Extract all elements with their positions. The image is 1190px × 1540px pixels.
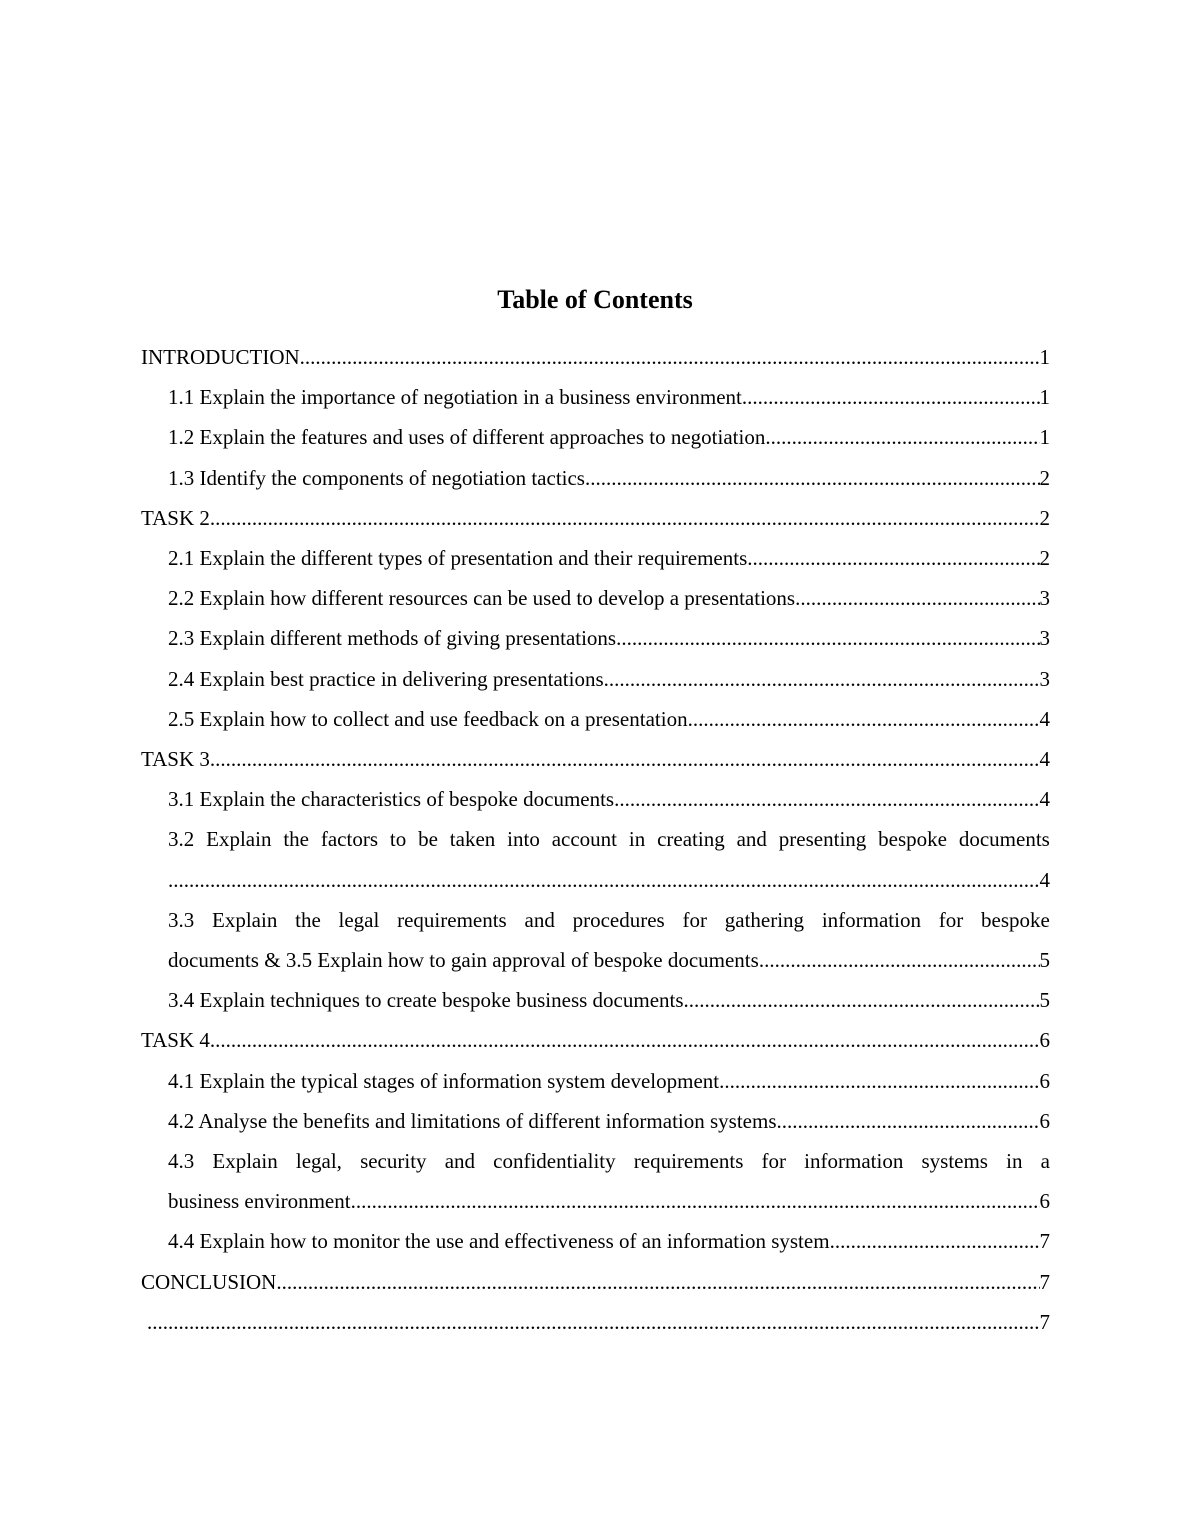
toc-entry-1-3[interactable] — [141, 458, 1050, 498]
toc-entry-text: 3.4 Explain techniques to create bespoke business documents — [168, 988, 684, 1013]
toc-entry-text: 4.2 Analyse the benefits and limitations of different information systems — [168, 1108, 777, 1133]
dot-leader — [210, 1020, 1040, 1060]
toc-entry-text-line2: business environment — [168, 1189, 351, 1214]
toc-word: for — [761, 1149, 787, 1174]
dot-leader — [147, 1302, 1040, 1342]
toc-entry-text: 3.1 Explain the characteristics of bespoke documents — [168, 787, 615, 812]
toc-entry-4-3[interactable] — [141, 1141, 1050, 1221]
dot-leader — [168, 860, 1040, 900]
toc-entry-introduction[interactable] — [141, 337, 1050, 377]
dot-leader — [616, 618, 1039, 658]
toc-entry-page: 6 — [1039, 1189, 1050, 1214]
dot-leader — [604, 659, 1040, 699]
toc-entry-text: 4.1 Explain the typical stages of information system development — [168, 1068, 720, 1093]
toc-entry-4-4[interactable] — [141, 1221, 1050, 1261]
toc-word: information — [804, 1149, 904, 1174]
toc-entry-page: 2 — [1039, 505, 1050, 530]
toc-entry-3-3[interactable] — [141, 900, 1050, 980]
toc-entry-text-line2: documents & 3.5 Explain how to gain approval of bespoke documents — [168, 948, 759, 973]
toc-entry-text: CONCLUSION — [141, 1269, 277, 1294]
toc-entry-page: 7 — [1039, 1229, 1050, 1254]
toc-entry-3-4[interactable] — [141, 980, 1050, 1020]
toc-entry-page: 5 — [1039, 948, 1050, 973]
toc-entry-text-line1 — [168, 900, 1050, 940]
toc-entry-page: 1 — [1039, 425, 1050, 450]
toc-word: and — [736, 827, 767, 852]
toc-entry-text: 1.1 Explain the importance of negotiation in a business environment — [168, 385, 742, 410]
dot-leader — [210, 739, 1040, 779]
toc-entry-text: 2.2 Explain how different resources can be used to develop a presentations — [168, 586, 796, 611]
toc-entry-page: 7 — [1039, 1269, 1050, 1294]
toc-entry-text: TASK 4 — [141, 1028, 210, 1053]
toc-word: 3.3 — [168, 907, 195, 932]
toc-entry-conclusion[interactable] — [141, 1262, 1050, 1302]
toc-entry-text: 1.3 Identify the components of negotiation tactics — [168, 465, 585, 490]
toc-word: the — [283, 827, 309, 852]
toc-entry-page: 2 — [1039, 465, 1050, 490]
toc-entry-page: 3 — [1039, 666, 1050, 691]
toc-entry-4-2[interactable] — [141, 1101, 1050, 1141]
dot-leader — [585, 458, 1040, 498]
toc-entry-2-5[interactable] — [141, 699, 1050, 739]
toc-word: 3.2 — [168, 827, 195, 852]
toc-entry-task-2[interactable] — [141, 498, 1050, 538]
toc-word: for — [682, 907, 707, 932]
toc-entry-page: 7 — [1039, 1309, 1050, 1334]
toc-entry-untitled[interactable] — [141, 1302, 1050, 1342]
toc-word: account — [551, 827, 617, 852]
toc-entry-text: 2.4 Explain best practice in delivering presentations — [168, 666, 604, 691]
toc-entry-page: 6 — [1039, 1028, 1050, 1053]
toc-entry-text-line1 — [168, 819, 1050, 859]
toc-word: presenting — [778, 827, 867, 852]
toc-word: documents — [958, 827, 1050, 852]
toc-word: 4.3 — [168, 1149, 195, 1174]
toc-word: and — [444, 1149, 476, 1174]
toc-entry-3-1[interactable] — [141, 779, 1050, 819]
toc-word: be — [418, 827, 438, 852]
toc-word: bespoke — [981, 907, 1050, 932]
toc-word: requirements — [633, 1149, 744, 1174]
dot-leader — [830, 1221, 1040, 1261]
toc-word: and — [524, 907, 555, 932]
dot-leader — [795, 578, 1039, 618]
toc-word: in — [1006, 1149, 1023, 1174]
toc-list — [141, 337, 1050, 1342]
toc-entry-text-line1 — [168, 1141, 1050, 1181]
dot-leader — [777, 1101, 1040, 1141]
toc-word: the — [295, 907, 321, 932]
toc-word: gathering — [724, 907, 805, 932]
toc-word: taken — [449, 827, 496, 852]
toc-entry-page: 1 — [1039, 345, 1050, 369]
toc-entry-3-2[interactable] — [141, 819, 1050, 899]
toc-entry-2-1[interactable] — [141, 538, 1050, 578]
toc-entry-page: 1 — [1039, 385, 1050, 410]
toc-word: to — [389, 827, 407, 852]
dot-leader — [719, 1061, 1039, 1101]
toc-word: in — [628, 827, 646, 852]
toc-entry-text: 1.2 Explain the features and uses of different approaches to negotiation — [168, 425, 766, 450]
toc-entry-4-1[interactable] — [141, 1061, 1050, 1101]
toc-entry-page: 5 — [1039, 988, 1050, 1013]
toc-word: Explain — [206, 827, 272, 852]
dot-leader — [688, 699, 1040, 739]
toc-entry-page: 2 — [1039, 546, 1050, 571]
dot-leader — [684, 980, 1040, 1020]
dot-leader — [747, 538, 1039, 578]
toc-word: legal — [338, 907, 380, 932]
toc-entry-page: 3 — [1039, 586, 1050, 611]
toc-word: security — [360, 1149, 427, 1174]
toc-entry-text: TASK 2 — [141, 505, 210, 530]
toc-entry-text: 2.5 Explain how to collect and use feedback on a presentation — [168, 706, 688, 731]
toc-word: requirements — [397, 907, 507, 932]
toc-entry-1-1[interactable] — [141, 377, 1050, 417]
toc-entry-1-2[interactable] — [141, 417, 1050, 457]
toc-entry-page: 4 — [1039, 787, 1050, 812]
dot-leader — [759, 940, 1040, 980]
toc-entry-text: INTRODUCTION — [141, 345, 300, 369]
dot-leader — [614, 779, 1039, 819]
toc-entry-text: 2.3 Explain different methods of giving presentations — [168, 626, 617, 651]
toc-word: legal, — [295, 1149, 342, 1174]
toc-entry-page: 3 — [1039, 626, 1050, 651]
toc-entry-page: 6 — [1039, 1068, 1050, 1093]
toc-word: factors — [320, 827, 378, 852]
toc-entry-page: 4 — [1039, 747, 1050, 772]
dot-leader — [210, 498, 1040, 538]
toc-word: for — [938, 907, 964, 932]
toc-entry-text: TASK 3 — [141, 747, 210, 772]
toc-word: confidentiality — [493, 1149, 616, 1174]
toc-entry-page: 4 — [1039, 867, 1050, 892]
toc-word: procedures — [572, 907, 665, 932]
toc-entry-text: 4.4 Explain how to monitor the use and effectiveness of an information system — [168, 1229, 830, 1254]
toc-entry-2-3[interactable] — [141, 618, 1050, 658]
dot-leader — [351, 1181, 1040, 1221]
toc-entry-text: 2.1 Explain the different types of presentation and their requirements — [168, 546, 748, 571]
toc-entry-page: 4 — [1039, 706, 1050, 731]
toc-entry-page: 6 — [1039, 1108, 1050, 1133]
dot-leader — [300, 337, 1040, 377]
toc-word: creating — [657, 827, 725, 852]
dot-leader — [742, 377, 1040, 417]
dot-leader — [276, 1262, 1039, 1302]
toc-entry-2-4[interactable] — [141, 659, 1050, 699]
toc-entry-task-4[interactable] — [141, 1020, 1050, 1060]
toc-entry-2-2[interactable] — [141, 578, 1050, 618]
toc-title: Table of Contents — [497, 285, 693, 314]
toc-word: Explain — [212, 1149, 278, 1174]
toc-word: into — [507, 827, 540, 852]
toc-word: information — [821, 907, 921, 932]
dot-leader — [765, 417, 1039, 457]
toc-word: systems — [921, 1149, 988, 1174]
toc-word: Explain — [212, 907, 278, 932]
toc-word: a — [1040, 1149, 1050, 1174]
toc-entry-task-3[interactable] — [141, 739, 1050, 779]
toc-word: bespoke — [878, 827, 947, 852]
